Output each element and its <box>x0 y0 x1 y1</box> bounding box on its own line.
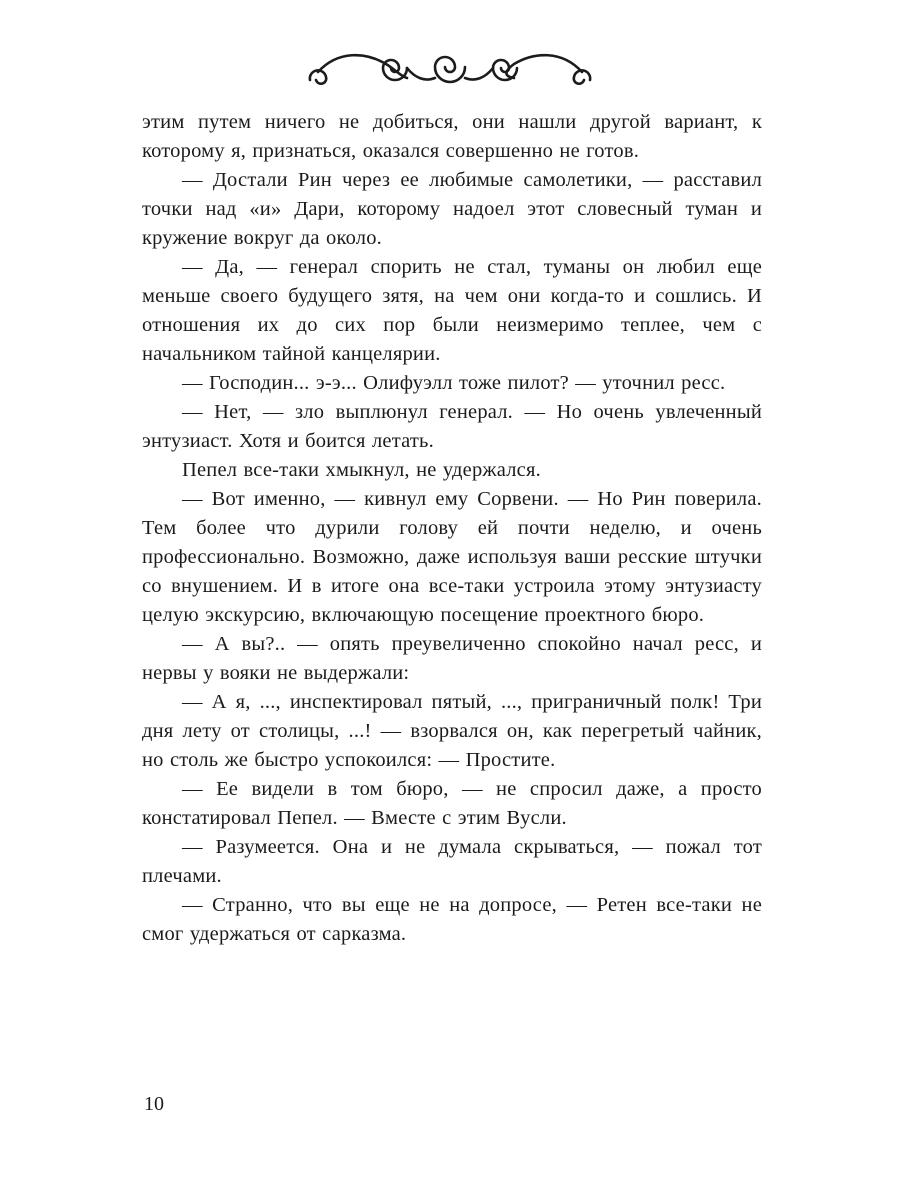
paragraph: Пепел все-таки хмыкнул, не удержался. <box>182 459 541 481</box>
flourish-icon <box>300 38 600 96</box>
paragraph: — Господин... э-э... Олифуэлл тоже пилот? — уточнил ресс. <box>182 372 726 394</box>
paragraph: — Да, — генерал спорить не стал, туманы он любил еще меньше своего будущего зятя, на чем они когда-то и сошлись. И отношения их до сих пор были неизмеримо теплее, чем с начальником тайной канцелярии. <box>142 256 762 365</box>
page-number: 10 <box>144 1093 164 1115</box>
paragraph: этим путем ничего не добиться, они нашли другой вариант, к которому я, признаться, оказался совершенно не готов. <box>142 111 762 162</box>
paragraph: — Нет, — зло выплюнул генерал. — Но очень увлеченный энтузиаст. Хотя и боится летать. <box>142 401 762 452</box>
paragraph: — А я, ..., инспектировал пятый, ..., приграничный полк! Три дня лету от столицы, ...! — взорвался он, как перегретый чайник, но столь же быстро успокоился: — Простите. <box>142 691 762 771</box>
paragraph: — Достали Рин через ее любимые самолетики, — расставил точки над «и» Дари, которому надоел этот словесный туман и кружение вокруг да около. <box>142 169 762 249</box>
paragraph: — Ее видели в том бюро, — не спросил даже, а просто констатировал Пепел. — Вместе с этим Вусли. <box>142 778 762 829</box>
paragraph: — Разумеется. Она и не думала скрываться, — пожал тот плечами. <box>142 836 762 887</box>
paragraph: — Странно, что вы еще не на допросе, — Ретен все-таки не смог удержаться от сарказма. <box>142 894 762 945</box>
page-text <box>142 108 762 949</box>
paragraph: — А вы?.. — опять преувеличенно спокойно начал ресс, и нервы у вояки не выдержали: <box>142 633 762 684</box>
ornament-divider <box>0 0 900 100</box>
paragraph: — Вот именно, — кивнул ему Сорвени. — Но Рин поверила. Тем более что дурили голову ей почти неделю, и очень профессионально. Возможно, даже используя ваши ресские штучки со внушением. И в итоге она все-таки устроила этому энтузиасту целую экскурсию, включающую посещение проектного бюро. <box>142 488 762 626</box>
